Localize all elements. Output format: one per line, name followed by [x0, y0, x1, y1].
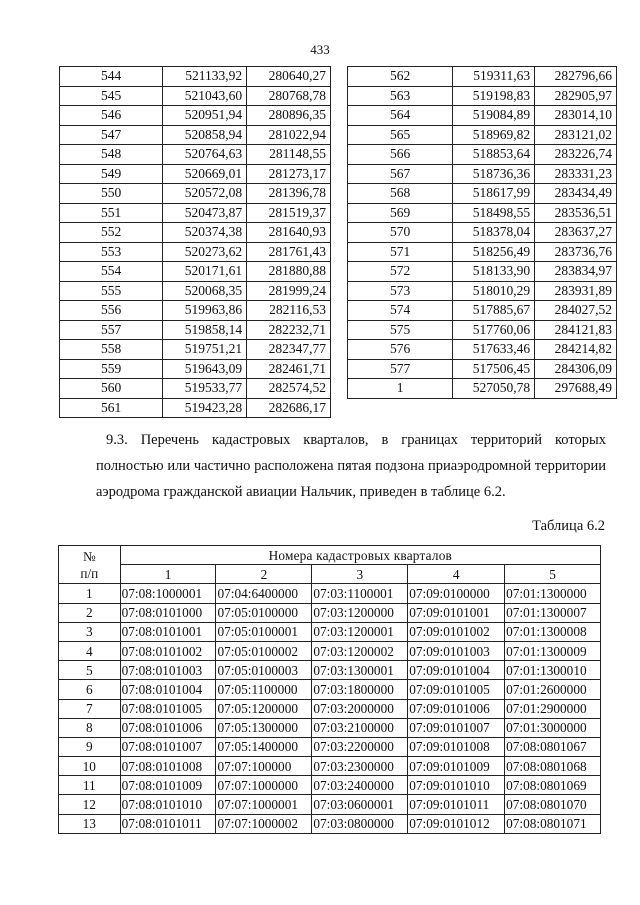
cadastral-number: 07:01:1300008	[505, 622, 601, 641]
row-number: 13	[59, 814, 121, 833]
coord-y: 283331,23	[535, 164, 617, 184]
coordinate-row	[60, 67, 331, 87]
cadastral-number: 07:05:1100000	[216, 680, 312, 699]
table-row	[59, 757, 601, 776]
coordinate-row	[348, 379, 617, 399]
paragraph-9-3	[96, 427, 606, 505]
coord-x: 517885,67	[453, 301, 535, 321]
coord-y: 297688,49	[535, 379, 617, 399]
coordinate-row	[348, 164, 617, 184]
table-row	[59, 737, 601, 756]
coord-y: 280896,35	[247, 106, 331, 126]
coordinate-row	[60, 184, 331, 204]
coord-x: 517760,06	[453, 320, 535, 340]
cadastral-number: 07:03:2400000	[312, 776, 408, 795]
cadastral-number: 07:08:0101000	[120, 603, 216, 622]
table-row	[59, 603, 601, 622]
cadastral-number: 07:07:1000002	[216, 814, 312, 833]
coordinate-row	[348, 67, 617, 87]
coordinates-table-left	[59, 66, 331, 418]
point-number: 555	[60, 281, 163, 301]
coordinate-row	[348, 262, 617, 282]
cadastral-number: 07:08:1000001	[120, 584, 216, 603]
coord-y: 281148,55	[247, 145, 331, 165]
point-number: 558	[60, 340, 163, 360]
cadastral-number: 07:05:1400000	[216, 737, 312, 756]
coord-x: 519643,09	[163, 359, 247, 379]
point-number: 552	[60, 223, 163, 243]
coord-x: 518617,99	[453, 184, 535, 204]
cadastral-number: 07:03:1100001	[312, 584, 408, 603]
point-number: 576	[348, 340, 453, 360]
coordinate-row	[348, 203, 617, 223]
cadastral-number: 07:03:2300000	[312, 757, 408, 776]
coord-y: 282686,17	[247, 398, 331, 418]
point-number: 572	[348, 262, 453, 282]
point-number: 545	[60, 86, 163, 106]
coord-y: 281022,94	[247, 125, 331, 145]
point-number: 564	[348, 106, 453, 126]
row-number: 1	[59, 584, 121, 603]
cadastral-number: 07:03:0800000	[312, 814, 408, 833]
point-number: 547	[60, 125, 163, 145]
coordinate-row	[60, 398, 331, 418]
cadastral-number: 07:09:0101006	[408, 699, 505, 718]
table-label: Таблица 6.2	[532, 518, 605, 534]
cadastral-number: 07:03:1300001	[312, 661, 408, 680]
coordinate-row	[348, 340, 617, 360]
cadastral-number: 07:03:1800000	[312, 680, 408, 699]
coord-y: 281640,93	[247, 223, 331, 243]
cadastral-number: 07:01:2900000	[505, 699, 601, 718]
coord-y: 281273,17	[247, 164, 331, 184]
cadastral-number: 07:08:0101011	[120, 814, 216, 833]
point-number: 577	[348, 359, 453, 379]
coord-x: 518498,55	[453, 203, 535, 223]
table-row	[59, 680, 601, 699]
coordinates-table-right	[347, 66, 617, 399]
cadastral-number: 07:05:1200000	[216, 699, 312, 718]
cadastral-number: 07:09:0101004	[408, 661, 505, 680]
column-number: 2	[216, 565, 312, 584]
coord-x: 518010,29	[453, 281, 535, 301]
cadastral-number: 07:07:100000	[216, 757, 312, 776]
coord-y: 282905,97	[535, 86, 617, 106]
cadastral-number: 07:08:0101004	[120, 680, 216, 699]
cadastral-number: 07:03:2000000	[312, 699, 408, 718]
coord-x: 520068,35	[163, 281, 247, 301]
cadastral-number: 07:09:0101012	[408, 814, 505, 833]
point-number: 561	[60, 398, 163, 418]
coord-y: 283637,27	[535, 223, 617, 243]
coord-x: 518378,04	[453, 223, 535, 243]
cadastral-number: 07:03:0600001	[312, 795, 408, 814]
point-number: 562	[348, 67, 453, 87]
coordinate-row	[348, 281, 617, 301]
header-cadastral-numbers: Номера кадастровых кварталов	[120, 546, 600, 565]
coord-x: 519751,21	[163, 340, 247, 360]
cadastral-number: 07:03:2100000	[312, 718, 408, 737]
point-number: 546	[60, 106, 163, 126]
coordinate-row	[348, 320, 617, 340]
cadastral-number: 07:03:1200001	[312, 622, 408, 641]
coordinate-row	[348, 242, 617, 262]
cadastral-number: 07:08:0101001	[120, 622, 216, 641]
point-number: 571	[348, 242, 453, 262]
coordinate-row	[348, 301, 617, 321]
cadastral-number: 07:08:0801067	[505, 737, 601, 756]
table-row	[59, 641, 601, 660]
coord-y: 282116,53	[247, 301, 331, 321]
coord-x: 519198,83	[453, 86, 535, 106]
coordinate-row	[60, 242, 331, 262]
coord-x: 520572,08	[163, 184, 247, 204]
point-number: 566	[348, 145, 453, 165]
cadastral-number: 07:08:0101007	[120, 737, 216, 756]
page-number: 433	[310, 42, 330, 57]
header-no-symbol: №	[82, 548, 96, 564]
coord-y: 284027,52	[535, 301, 617, 321]
cadastral-quarters-table	[58, 545, 601, 834]
point-number: 549	[60, 164, 163, 184]
point-number: 1	[348, 379, 453, 399]
point-number: 550	[60, 184, 163, 204]
coordinate-row	[60, 203, 331, 223]
cadastral-number: 07:05:0100002	[216, 641, 312, 660]
paragraph-line: полностью или частично расположена пятая подзона приаэродромной территории	[96, 458, 606, 474]
row-number: 5	[59, 661, 121, 680]
coordinate-row	[60, 86, 331, 106]
cadastral-number: 07:09:0100000	[408, 584, 505, 603]
coordinate-row	[348, 223, 617, 243]
column-number: 1	[120, 565, 216, 584]
row-number: 3	[59, 622, 121, 641]
coord-y: 283736,76	[535, 242, 617, 262]
row-number: 9	[59, 737, 121, 756]
point-number: 565	[348, 125, 453, 145]
cadastral-number: 07:09:0101002	[408, 622, 505, 641]
point-number: 548	[60, 145, 163, 165]
coordinate-row	[60, 281, 331, 301]
coord-x: 519533,77	[163, 379, 247, 399]
coord-y: 281999,24	[247, 281, 331, 301]
cadastral-number: 07:08:0101006	[120, 718, 216, 737]
coord-y: 281761,43	[247, 242, 331, 262]
coord-x: 517506,45	[453, 359, 535, 379]
coord-x: 519963,86	[163, 301, 247, 321]
table-row	[59, 776, 601, 795]
cadastral-number: 07:08:0801071	[505, 814, 601, 833]
coord-x: 519423,28	[163, 398, 247, 418]
point-number: 573	[348, 281, 453, 301]
coord-x: 527050,78	[453, 379, 535, 399]
coord-x: 519858,14	[163, 320, 247, 340]
coordinate-row	[60, 106, 331, 126]
table-row	[59, 584, 601, 603]
coord-x: 520473,87	[163, 203, 247, 223]
row-number: 7	[59, 699, 121, 718]
coord-y: 282347,77	[247, 340, 331, 360]
column-number: 4	[408, 565, 505, 584]
coord-x: 518969,82	[453, 125, 535, 145]
cadastral-number: 07:08:0101009	[120, 776, 216, 795]
cadastral-number: 07:05:0100000	[216, 603, 312, 622]
table-row	[59, 661, 601, 680]
coord-y: 282574,52	[247, 379, 331, 399]
coordinate-row	[60, 340, 331, 360]
coord-x: 519311,63	[453, 67, 535, 87]
coordinate-row	[60, 262, 331, 282]
cadastral-number: 07:08:0101008	[120, 757, 216, 776]
coord-x: 518736,36	[453, 164, 535, 184]
cadastral-number: 07:03:2200000	[312, 737, 408, 756]
column-number: 5	[505, 565, 601, 584]
point-number: 551	[60, 203, 163, 223]
row-number: 2	[59, 603, 121, 622]
coordinate-row	[60, 164, 331, 184]
coord-x: 520669,01	[163, 164, 247, 184]
cadastral-number: 07:09:0101003	[408, 641, 505, 660]
coord-x: 518133,90	[453, 262, 535, 282]
point-number: 553	[60, 242, 163, 262]
header-pp: п/п	[80, 565, 99, 581]
coordinate-row	[348, 106, 617, 126]
table-row	[59, 795, 601, 814]
table-row	[59, 699, 601, 718]
coord-y: 283226,74	[535, 145, 617, 165]
coordinate-row	[60, 320, 331, 340]
coord-x: 520951,94	[163, 106, 247, 126]
point-number: 557	[60, 320, 163, 340]
row-number: 11	[59, 776, 121, 795]
coordinate-row	[60, 145, 331, 165]
coordinate-row	[60, 125, 331, 145]
cadastral-number: 07:04:6400000	[216, 584, 312, 603]
cadastral-number: 07:08:0101003	[120, 661, 216, 680]
coordinate-row	[348, 145, 617, 165]
cadastral-number: 07:09:0101010	[408, 776, 505, 795]
coord-x: 520374,38	[163, 223, 247, 243]
header-row-number	[59, 546, 121, 584]
coord-x: 520858,94	[163, 125, 247, 145]
cadastral-number: 07:07:1000000	[216, 776, 312, 795]
row-number: 10	[59, 757, 121, 776]
coord-y: 283121,02	[535, 125, 617, 145]
coord-x: 521133,92	[163, 67, 247, 87]
coord-y: 281519,37	[247, 203, 331, 223]
coord-y: 280768,78	[247, 86, 331, 106]
table-row	[59, 814, 601, 833]
point-number: 544	[60, 67, 163, 87]
coord-y: 283931,89	[535, 281, 617, 301]
paragraph-line: 9.3. Перечень кадастровых кварталов, в границах территорий которых	[106, 432, 606, 448]
cadastral-number: 07:03:1200000	[312, 603, 408, 622]
coordinate-row	[348, 86, 617, 106]
point-number: 554	[60, 262, 163, 282]
cadastral-number: 07:08:0101005	[120, 699, 216, 718]
cadastral-number: 07:09:0101007	[408, 718, 505, 737]
cadastral-number: 07:01:2600000	[505, 680, 601, 699]
cadastral-number: 07:05:1300000	[216, 718, 312, 737]
coord-y: 284121,83	[535, 320, 617, 340]
point-number: 559	[60, 359, 163, 379]
point-number: 568	[348, 184, 453, 204]
coord-x: 521043,60	[163, 86, 247, 106]
cadastral-number: 07:01:1300010	[505, 661, 601, 680]
coord-y: 283014,10	[535, 106, 617, 126]
coord-y: 284306,09	[535, 359, 617, 379]
cadastral-number: 07:09:0101001	[408, 603, 505, 622]
point-number: 556	[60, 301, 163, 321]
point-number: 560	[60, 379, 163, 399]
row-number: 12	[59, 795, 121, 814]
cadastral-number: 07:08:0101010	[120, 795, 216, 814]
cadastral-number: 07:01:1300009	[505, 641, 601, 660]
coordinate-row	[348, 359, 617, 379]
point-number: 570	[348, 223, 453, 243]
cadastral-number: 07:09:0101008	[408, 737, 505, 756]
cadastral-number: 07:01:1300007	[505, 603, 601, 622]
coord-y: 284214,82	[535, 340, 617, 360]
coord-y: 282461,71	[247, 359, 331, 379]
coord-x: 520171,61	[163, 262, 247, 282]
cadastral-number: 07:09:0101011	[408, 795, 505, 814]
row-number: 6	[59, 680, 121, 699]
coord-y: 283434,49	[535, 184, 617, 204]
coordinate-row	[60, 223, 331, 243]
coord-x: 520764,63	[163, 145, 247, 165]
table-row	[59, 718, 601, 737]
coordinate-row	[348, 184, 617, 204]
coordinate-row	[60, 359, 331, 379]
point-number: 563	[348, 86, 453, 106]
coord-y: 283834,97	[535, 262, 617, 282]
coordinate-row	[60, 301, 331, 321]
column-number: 3	[312, 565, 408, 584]
row-number: 8	[59, 718, 121, 737]
coord-y: 281396,78	[247, 184, 331, 204]
coord-y: 280640,27	[247, 67, 331, 87]
coordinate-row	[60, 379, 331, 399]
point-number: 574	[348, 301, 453, 321]
coord-y: 282796,66	[535, 67, 617, 87]
cadastral-number: 07:01:3000000	[505, 718, 601, 737]
cadastral-number: 07:05:0100001	[216, 622, 312, 641]
point-number: 575	[348, 320, 453, 340]
point-number: 567	[348, 164, 453, 184]
coord-x: 519084,89	[453, 106, 535, 126]
coord-y: 283536,51	[535, 203, 617, 223]
coord-y: 281880,88	[247, 262, 331, 282]
paragraph-line: аэродрома гражданской авиации Нальчик, приведен в таблице 6.2.	[96, 484, 506, 500]
point-number: 569	[348, 203, 453, 223]
table-row	[59, 622, 601, 641]
coord-x: 518853,64	[453, 145, 535, 165]
cadastral-number: 07:09:0101009	[408, 757, 505, 776]
cadastral-number: 07:08:0801070	[505, 795, 601, 814]
row-number: 4	[59, 641, 121, 660]
cadastral-number: 07:01:1300000	[505, 584, 601, 603]
cadastral-number: 07:08:0801068	[505, 757, 601, 776]
coord-x: 517633,46	[453, 340, 535, 360]
coord-x: 518256,49	[453, 242, 535, 262]
cadastral-number: 07:08:0801069	[505, 776, 601, 795]
cadastral-number: 07:07:1000001	[216, 795, 312, 814]
cadastral-number: 07:09:0101005	[408, 680, 505, 699]
coord-x: 520273,62	[163, 242, 247, 262]
coordinate-row	[348, 125, 617, 145]
cadastral-number: 07:05:0100003	[216, 661, 312, 680]
coord-y: 282232,71	[247, 320, 331, 340]
cadastral-number: 07:08:0101002	[120, 641, 216, 660]
cadastral-number: 07:03:1200002	[312, 641, 408, 660]
